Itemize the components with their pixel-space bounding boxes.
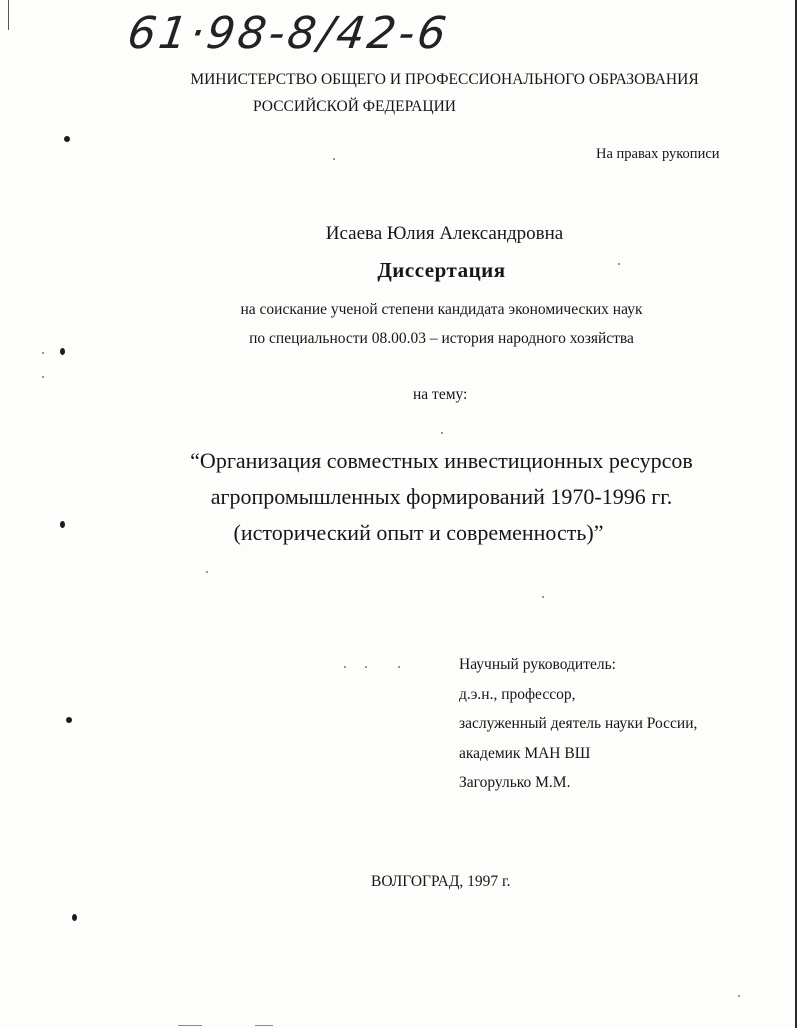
title-line-3: (исторический опыт и современность)” [233, 520, 604, 545]
document-type: Диссертация [377, 258, 506, 282]
scan-speck [206, 571, 208, 573]
scan-speck [441, 432, 443, 434]
punch-mark [66, 717, 72, 723]
punch-mark [72, 914, 77, 921]
scan-dash [178, 1025, 202, 1026]
scan-speck [398, 666, 400, 668]
scan-speck [618, 263, 620, 265]
supervisor-line-1: Научный руководитель: [459, 656, 616, 673]
degree-block [0, 295, 797, 353]
scan-speck [42, 352, 44, 354]
supervisor-line-2: д.э.н., профессор, [459, 685, 576, 703]
punch-mark [60, 521, 65, 528]
handwritten-code: 61·98-8/42-6 [124, 8, 453, 59]
scan-speck [738, 995, 740, 997]
scan-speck [344, 666, 346, 668]
supervisor-block [459, 650, 697, 798]
scan-speck [42, 376, 44, 378]
ministry-header [0, 66, 797, 120]
title-line-1: “Организация совместных инвестиционных ресурсов [190, 448, 693, 473]
supervisor-line-4: академик МАН ВШ [459, 744, 591, 762]
degree-line-2: по специальности 08.00.03 – история народного хозяйства [249, 330, 634, 347]
scan-speck [542, 596, 544, 598]
ministry-line-1: МИНИСТЕРСТВО ОБЩЕГО И ПРОФЕССИОНАЛЬНОГО ОБРАЗОВАНИЯ [190, 71, 699, 88]
rights-note: На правах рукописи [596, 146, 720, 162]
punch-mark [64, 136, 70, 142]
supervisor-line-3: заслуженный деятель науки России, [459, 715, 698, 732]
author-name: Исаева Юлия Александровна [325, 223, 564, 244]
scan-speck [365, 666, 367, 668]
ministry-line-2: РОССИЙСКОЙ ФЕДЕРАЦИИ [253, 98, 456, 115]
city-year: ВОЛГОГРАД, 1997 г. [371, 873, 511, 890]
degree-line-1: на соискание ученой степени кандидата экономических наук [240, 301, 643, 318]
scan-speck [333, 158, 335, 160]
title-line-2: агропромышленных формирований 1970-1996 гг. [210, 484, 673, 509]
scan-dash [255, 1025, 273, 1026]
dissertation-title [0, 443, 797, 551]
punch-mark [60, 348, 65, 355]
supervisor-line-5: Загорулько М.М. [459, 774, 571, 791]
theme-label: на тему: [413, 386, 468, 403]
scan-edge-left [8, 0, 9, 30]
